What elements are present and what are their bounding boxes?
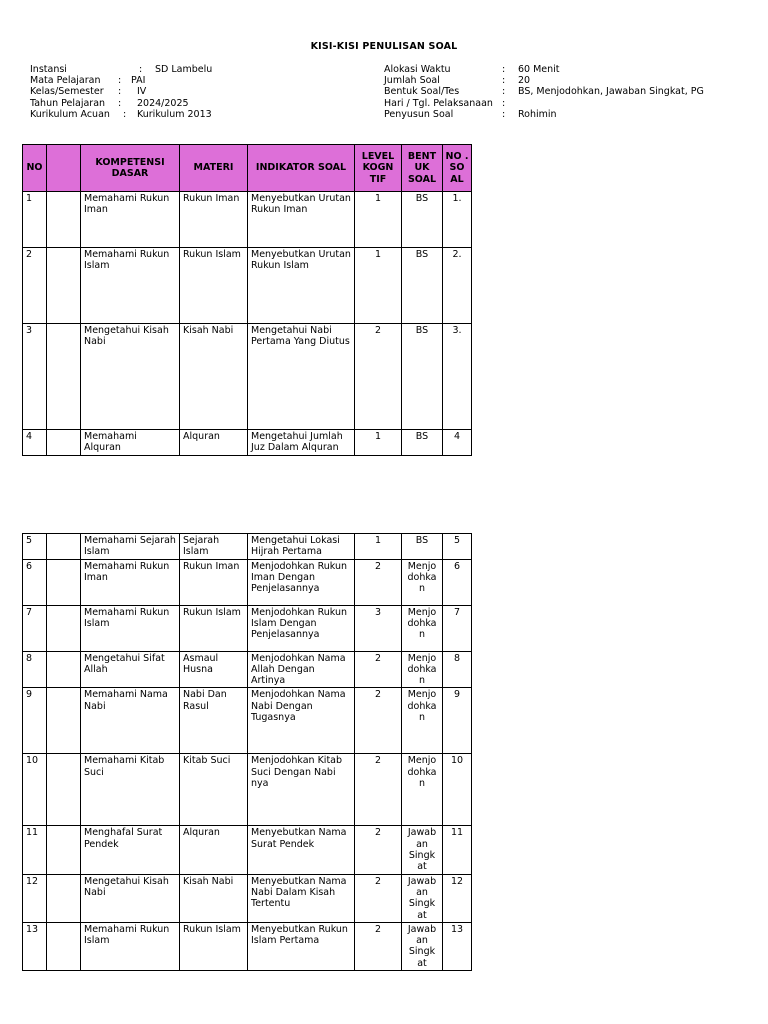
- cell-blank: [47, 324, 81, 430]
- cell-level: 2: [355, 874, 402, 922]
- header-kompetensi: KOMPETENSI DASAR: [81, 145, 180, 192]
- cell-level: 2: [355, 688, 402, 754]
- meta-colon: :: [502, 75, 506, 87]
- cell-kd: Menghafal Surat Pendek: [81, 826, 180, 874]
- cell-indikator: Menyebutkan Rukun Islam Pertama: [248, 922, 355, 970]
- cell-no: 4: [23, 430, 47, 456]
- cell-kd: Mengetahui Kisah Nabi: [81, 874, 180, 922]
- cell-blank: [47, 559, 81, 605]
- cell-level: 2: [355, 754, 402, 826]
- cell-kd: Memahami Sejarah Islam: [81, 534, 180, 560]
- cell-indikator: Menyebutkan Urutan Rukun Iman: [248, 192, 355, 248]
- cell-kd: Mengetahui Sifat Allah: [81, 651, 180, 688]
- meta-colon: :: [118, 75, 122, 87]
- cell-level: 2: [355, 651, 402, 688]
- cell-materi: Kitab Suci: [180, 754, 248, 826]
- header-blank: [47, 145, 81, 192]
- cell-kd: Memahami Rukun Iman: [81, 559, 180, 605]
- header-no: NO: [23, 145, 47, 192]
- table-row: [23, 826, 472, 874]
- cell-level: 2: [355, 559, 402, 605]
- cell-materi: Asmaul Husna: [180, 651, 248, 688]
- cell-nosoal: 1.: [443, 192, 472, 248]
- cell-nosoal: 4: [443, 430, 472, 456]
- cell-bentuk: Menjo dohka n: [402, 688, 443, 754]
- cell-bentuk: Menjo dohka n: [402, 754, 443, 826]
- cell-level: 3: [355, 605, 402, 651]
- cell-blank: [47, 754, 81, 826]
- cell-nosoal: 3.: [443, 324, 472, 430]
- cell-materi: Nabi Dan Rasul: [180, 688, 248, 754]
- cell-no: 1: [23, 192, 47, 248]
- cell-kd: Memahami Rukun Islam: [81, 605, 180, 651]
- table-row: [23, 651, 472, 688]
- meta-label: Hari / Tgl. Pelaksanaan: [384, 97, 493, 109]
- cell-nosoal: 9: [443, 688, 472, 754]
- meta-colon: :: [502, 97, 506, 109]
- table-row: [23, 248, 472, 324]
- meta-colon: :: [118, 97, 122, 109]
- cell-indikator: Menjodohkan Rukun Iman Dengan Penjelasannya: [248, 559, 355, 605]
- cell-kd: Memahami Kitab Suci: [81, 754, 180, 826]
- header-bentuk: BENT UK SOAL: [402, 145, 443, 192]
- cell-level: 1: [355, 248, 402, 324]
- cell-kd: Memahami Rukun Islam: [81, 922, 180, 970]
- cell-indikator: Menyebutkan Nama Nabi Dalam Kisah Tertentu: [248, 874, 355, 922]
- table-row: [23, 874, 472, 922]
- cell-bentuk: BS: [402, 324, 443, 430]
- cell-level: 2: [355, 324, 402, 430]
- cell-bentuk: Menjo dohka n: [402, 605, 443, 651]
- cell-nosoal: 5: [443, 534, 472, 560]
- header-materi: MATERI: [180, 145, 248, 192]
- cell-blank: [47, 651, 81, 688]
- meta-label: Kelas/Semester: [30, 86, 104, 98]
- meta-colon: :: [502, 108, 506, 120]
- cell-kd: Mengetahui Kisah Nabi: [81, 324, 180, 430]
- meta-label: Instansi: [30, 64, 67, 75]
- kisi-table-part-1: [22, 144, 472, 456]
- meta-value: 20: [518, 75, 531, 87]
- cell-indikator: Mengetahui Nabi Pertama Yang Diutus: [248, 324, 355, 430]
- meta-colon: :: [502, 64, 506, 75]
- cell-no: 5: [23, 534, 47, 560]
- cell-materi: Rukun Iman: [180, 559, 248, 605]
- cell-nosoal: 2.: [443, 248, 472, 324]
- cell-level: 1: [355, 430, 402, 456]
- cell-no: 3: [23, 324, 47, 430]
- table-row: [23, 324, 472, 430]
- cell-bentuk: BS: [402, 534, 443, 560]
- cell-no: 12: [23, 874, 47, 922]
- cell-materi: Rukun Islam: [180, 922, 248, 970]
- meta-value: Rohimin: [518, 108, 557, 120]
- cell-bentuk: Jawab an Singk at: [402, 874, 443, 922]
- cell-indikator: Menjodohkan Nama Allah Dengan Artinya: [248, 651, 355, 688]
- cell-bentuk: Menjo dohka n: [402, 559, 443, 605]
- cell-bentuk: Menjo dohka n: [402, 651, 443, 688]
- cell-indikator: Mengetahui Lokasi Hijrah Pertama: [248, 534, 355, 560]
- meta-value: SD Lambelu: [155, 64, 213, 75]
- cell-materi: Alquran: [180, 826, 248, 874]
- cell-indikator: Menyebutkan Urutan Rukun Islam: [248, 248, 355, 324]
- meta-colon: :: [502, 86, 506, 98]
- table-row: [23, 192, 472, 248]
- cell-no: 2: [23, 248, 47, 324]
- header-nosoal: NO . SO AL: [443, 145, 472, 192]
- meta-label: Kurikulum Acuan: [30, 108, 110, 120]
- kisi-table-part-2: [22, 533, 472, 971]
- cell-kd: Memahami Rukun Islam: [81, 248, 180, 324]
- table-row: [23, 559, 472, 605]
- cell-kd: Memahami Alquran: [81, 430, 180, 456]
- cell-bentuk: BS: [402, 192, 443, 248]
- meta-label: Alokasi Waktu: [384, 64, 451, 75]
- cell-materi: Rukun Islam: [180, 605, 248, 651]
- cell-indikator: Menjodohkan Rukun Islam Dengan Penjelasannya: [248, 605, 355, 651]
- cell-nosoal: 11: [443, 826, 472, 874]
- cell-indikator: Menjodohkan Nama Nabi Dengan Tugasnya: [248, 688, 355, 754]
- cell-level: 2: [355, 826, 402, 874]
- cell-level: 1: [355, 534, 402, 560]
- cell-materi: Kisah Nabi: [180, 324, 248, 430]
- cell-indikator: Menjodohkan Kitab Suci Dengan Nabi nya: [248, 754, 355, 826]
- cell-bentuk: Jawab an Singk at: [402, 922, 443, 970]
- table-header-row: [23, 145, 472, 192]
- cell-no: 10: [23, 754, 47, 826]
- cell-no: 7: [23, 605, 47, 651]
- table-row: [23, 688, 472, 754]
- meta-colon: :: [139, 64, 143, 75]
- cell-indikator: Menyebutkan Nama Surat Pendek: [248, 826, 355, 874]
- cell-nosoal: 6: [443, 559, 472, 605]
- cell-level: 2: [355, 922, 402, 970]
- meta-value: 60 Menit: [518, 64, 560, 75]
- cell-materi: Alquran: [180, 430, 248, 456]
- table-row: [23, 754, 472, 826]
- cell-blank: [47, 688, 81, 754]
- cell-nosoal: 13: [443, 922, 472, 970]
- cell-nosoal: 8: [443, 651, 472, 688]
- meta-label: Bentuk Soal/Tes: [384, 86, 460, 98]
- meta-value: BS, Menjodohkan, Jawaban Singkat, PG: [518, 86, 704, 98]
- cell-kd: Memahami Rukun Iman: [81, 192, 180, 248]
- cell-kd: Memahami Nama Nabi: [81, 688, 180, 754]
- cell-materi: Rukun Islam: [180, 248, 248, 324]
- table-row: [23, 534, 472, 560]
- cell-blank: [47, 192, 81, 248]
- cell-blank: [47, 248, 81, 324]
- cell-bentuk: BS: [402, 248, 443, 324]
- cell-no: 6: [23, 559, 47, 605]
- meta-label: Mata Pelajaran: [30, 75, 101, 87]
- cell-materi: Kisah Nabi: [180, 874, 248, 922]
- cell-no: 9: [23, 688, 47, 754]
- meta-label: Penyusun Soal: [384, 108, 454, 120]
- cell-level: 1: [355, 192, 402, 248]
- cell-nosoal: 10: [443, 754, 472, 826]
- cell-blank: [47, 605, 81, 651]
- meta-colon: :: [118, 86, 122, 98]
- table-row: [23, 605, 472, 651]
- header-indikator: INDIKATOR SOAL: [248, 145, 355, 192]
- cell-indikator: Mengetahui Jumlah Juz Dalam Alquran: [248, 430, 355, 456]
- cell-nosoal: 7: [443, 605, 472, 651]
- meta-label: Jumlah Soal: [384, 75, 440, 87]
- cell-blank: [47, 430, 81, 456]
- meta-value: IV: [137, 86, 147, 98]
- cell-nosoal: 12: [443, 874, 472, 922]
- cell-blank: [47, 922, 81, 970]
- table-row: [23, 922, 472, 970]
- meta-colon: :: [123, 108, 127, 120]
- table-row: [23, 430, 472, 456]
- meta-value: 2024/2025: [137, 97, 189, 109]
- meta-value: PAI: [131, 75, 146, 87]
- cell-materi: Sejarah Islam: [180, 534, 248, 560]
- cell-no: 8: [23, 651, 47, 688]
- cell-blank: [47, 874, 81, 922]
- cell-no: 13: [23, 922, 47, 970]
- cell-blank: [47, 826, 81, 874]
- cell-bentuk: BS: [402, 430, 443, 456]
- cell-no: 11: [23, 826, 47, 874]
- cell-blank: [47, 534, 81, 560]
- meta-value: Kurikulum 2013: [137, 108, 212, 120]
- cell-bentuk: Jawab an Singk at: [402, 826, 443, 874]
- document-title: KISI-KISI PENULISAN SOAL: [310, 41, 458, 52]
- cell-materi: Rukun Iman: [180, 192, 248, 248]
- header-level: LEVEL KOGN TIF: [355, 145, 402, 192]
- meta-label: Tahun Pelajaran: [30, 97, 106, 109]
